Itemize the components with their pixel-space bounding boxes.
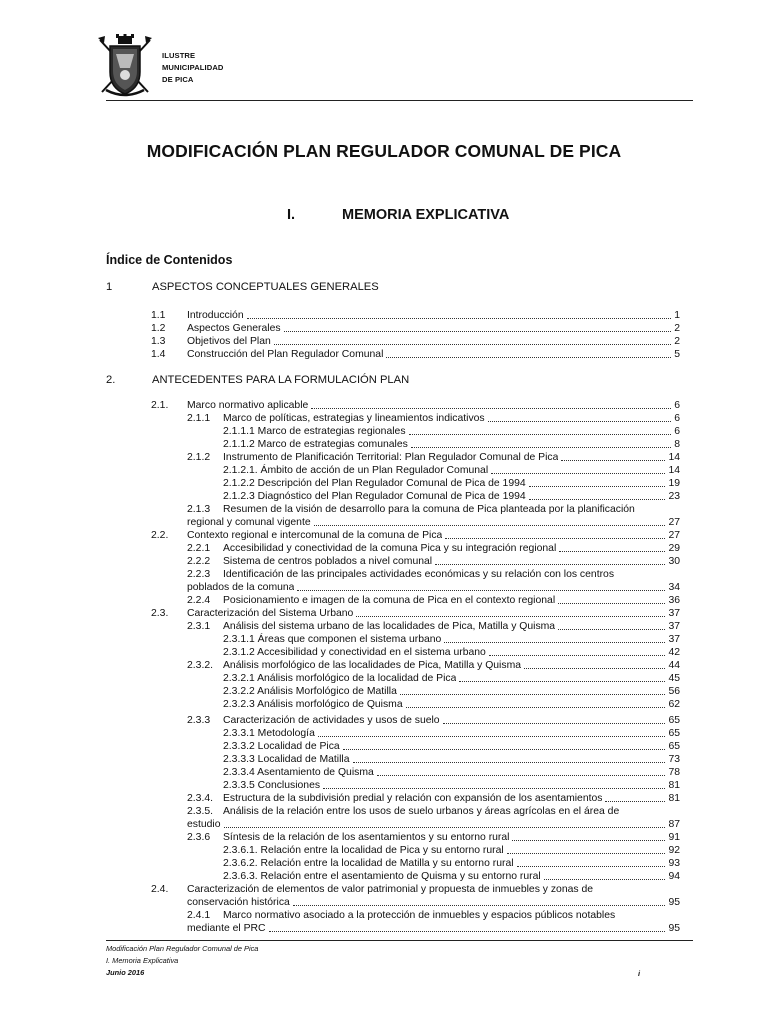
toc-entry[interactable] [223, 857, 680, 870]
toc-entry[interactable] [223, 753, 680, 766]
toc-entry-title: Caracterización del Sistema Urbano [187, 608, 354, 619]
toc-entry-title: estudio [187, 819, 221, 830]
toc-leader-dots [411, 447, 671, 448]
toc-leader-dots [318, 736, 666, 737]
toc-entry-page: 62 [668, 699, 680, 710]
toc-leader-dots [311, 408, 671, 409]
toc-entry[interactable] [187, 451, 680, 464]
toc-entry[interactable] [151, 529, 680, 542]
toc-leader-dots [558, 629, 665, 630]
toc-entry-number: 2.2.2 [187, 556, 211, 567]
toc-entry-page: 81 [668, 793, 680, 804]
toc-chapter[interactable] [106, 281, 379, 293]
municipality-line: ILUSTRE [162, 51, 196, 60]
municipal-crest-icon [96, 34, 154, 98]
toc-leader-dots [386, 357, 671, 358]
toc-leader-dots [435, 564, 665, 565]
toc-entry[interactable] [223, 425, 680, 438]
toc-entry-number: 1.2 [151, 323, 166, 334]
toc-leader-dots [561, 460, 665, 461]
toc-entry-page: 14 [668, 465, 680, 476]
toc-entry-title: 2.3.1.1 Áreas que componen el sistema urbano [223, 634, 442, 645]
toc-chapter-title: ASPECTOS CONCEPTUALES GENERALES [152, 281, 379, 293]
document-title: MODIFICACIÓN PLAN REGULADOR COMUNAL DE PICA [146, 141, 622, 161]
toc-entry-page: 5 [674, 349, 680, 360]
toc-entry-page: 73 [668, 754, 680, 765]
footer-section-name: I. Memoria Explicativa [106, 956, 179, 965]
footer-divider [106, 940, 693, 941]
toc-entry-page: 45 [668, 673, 680, 684]
toc-entry-page: 37 [668, 634, 680, 645]
toc-entry-title: 2.3.3.2 Localidad de Pica [223, 741, 340, 752]
toc-entry-title: 2.3.6.3. Relación entre el asentamiento de Quisma y su entorno rural [223, 871, 541, 882]
toc-entry-title: 2.3.1.2 Accesibilidad y conectividad en el sistema urbano [223, 647, 486, 658]
toc-leader-dots [544, 879, 666, 880]
toc-leader-dots [459, 681, 665, 682]
toc-entry[interactable] [151, 883, 680, 896]
toc-entry-title: Accesibilidad y conectividad de la comuna Pica y su integración regional [223, 543, 557, 554]
toc-leader-dots [559, 551, 665, 552]
toc-leader-dots [488, 421, 672, 422]
municipality-name [162, 50, 223, 86]
toc-leader-dots [444, 642, 665, 643]
toc-entry-title: conservación histórica [187, 897, 290, 908]
toc-entry-page: 56 [668, 686, 680, 697]
toc-entry-title: Introducción [187, 310, 244, 321]
toc-entry-title: 2.3.2.3 Análisis morfológico de Quisma [223, 699, 403, 710]
toc-entry-page: 19 [668, 478, 680, 489]
toc-entry-title: 2.3.3.4 Asentamiento de Quisma [223, 767, 374, 778]
toc-entry-page: 37 [668, 608, 680, 619]
toc-leader-dots [406, 707, 666, 708]
toc-entry-page: 34 [668, 582, 680, 593]
toc-entry[interactable] [223, 633, 680, 646]
toc-leader-dots [377, 775, 666, 776]
toc-entry-title: Identificación de las principales actividades económicas y su relación con los centros [223, 569, 615, 580]
toc-entry-title: Construcción del Plan Regulador Comunal [187, 349, 384, 360]
toc-entry-title: 2.1.1.1 Marco de estrategias regionales [223, 426, 406, 437]
toc-entry-page: 94 [668, 871, 680, 882]
toc-entry-number: 2.3.5. [187, 806, 213, 817]
toc-entry-page: 6 [674, 413, 680, 424]
toc-chapter-title: ANTECEDENTES PARA LA FORMULACIÓN PLAN [152, 374, 410, 386]
toc-entry[interactable] [223, 844, 680, 857]
toc-leader-dots [489, 655, 666, 656]
toc-entry-page: 2 [674, 323, 680, 334]
toc-entry-page: 30 [668, 556, 680, 567]
toc-leader-dots [314, 525, 666, 526]
toc-entry-number: 1.3 [151, 336, 166, 347]
toc-entry-title: 2.1.2.3 Diagnóstico del Plan Regulador Comunal de Pica de 1994 [223, 491, 526, 502]
toc-chapter-number: 1 [106, 281, 113, 293]
toc-leader-dots [297, 590, 665, 591]
toc-entry-number: 2.3.6 [187, 832, 211, 843]
toc-entry[interactable] [223, 646, 680, 659]
toc-entry-page: 42 [668, 647, 680, 658]
toc-entry-number: 2.4. [151, 884, 169, 895]
toc-entry[interactable] [151, 399, 680, 412]
toc-entry-page: 93 [668, 858, 680, 869]
toc-entry[interactable] [223, 698, 680, 711]
toc-entry-title: Resumen de la visión de desarrollo para la comuna de Pica planteada por la planificación [223, 504, 635, 515]
toc-leader-dots [293, 905, 666, 906]
toc-entry-title: Análisis de la relación entre los usos de suelo urbanos y áreas agrícolas en el área de [223, 806, 620, 817]
toc-entry-number: 2.4.1 [187, 910, 211, 921]
toc-entry-number: 2.3.1 [187, 621, 211, 632]
section-name: MEMORIA EXPLICATIVA [342, 207, 510, 223]
section-number: I. [287, 207, 296, 223]
toc-entry[interactable] [223, 672, 680, 685]
toc-entry-number: 2.1.3 [187, 504, 211, 515]
toc-leader-dots [529, 486, 666, 487]
toc-entry-page: 29 [668, 543, 680, 554]
municipality-line: DE PICA [162, 75, 194, 84]
toc-entry[interactable] [187, 555, 680, 568]
toc-entry[interactable] [187, 805, 680, 818]
toc-entry-title: Posicionamiento e imagen de la comuna de Pica en el contexto regional [223, 595, 556, 606]
toc-entry[interactable] [187, 922, 680, 935]
toc-entry-title: Objetivos del Plan [187, 336, 271, 347]
toc-entry-title: Marco normativo asociado a la protección de inmuebles y espacios públicos notables [223, 910, 616, 921]
toc-entry-number: 1.1 [151, 310, 166, 321]
toc-leader-dots [224, 827, 666, 828]
toc-entry-title: regional y comunal vigente [187, 517, 311, 528]
toc-leader-dots [445, 538, 665, 539]
toc-leader-dots [507, 853, 666, 854]
toc-entry-page: 81 [668, 780, 680, 791]
toc-entry-page: 65 [668, 741, 680, 752]
toc-entry-page: 65 [668, 728, 680, 739]
toc-entry-page: 2 [674, 336, 680, 347]
toc-entry-title: 2.3.3.3 Localidad de Matilla [223, 754, 350, 765]
toc-entry[interactable] [223, 766, 680, 779]
toc-leader-dots [356, 616, 665, 617]
toc-entry[interactable] [187, 620, 680, 633]
toc-entry-number: 2.2.4 [187, 595, 211, 606]
toc-entry-title: Análisis morfológico de las localidades de Pica, Matilla y Quisma [223, 660, 522, 671]
toc-leader-dots [343, 749, 666, 750]
toc-leader-dots [605, 801, 665, 802]
toc-entry[interactable] [223, 477, 680, 490]
toc-entry-page: 6 [674, 400, 680, 411]
toc-leader-dots [524, 668, 665, 669]
footer-document-name: Modificación Plan Regulador Comunal de Pica [106, 944, 259, 953]
toc-leader-dots [558, 603, 665, 604]
toc-entry-title: poblados de la comuna [187, 582, 295, 593]
toc-chapter[interactable] [106, 374, 409, 386]
header-divider [106, 100, 693, 101]
toc-entry-page: 23 [668, 491, 680, 502]
page-number: i [638, 969, 641, 978]
toc-entry-title: 2.3.6.1. Relación entre la localidad de Pica y su entorno rural [223, 845, 504, 856]
toc-leader-dots [409, 434, 672, 435]
toc-entry[interactable] [223, 727, 680, 740]
toc-entry[interactable] [223, 438, 680, 451]
toc-entry[interactable] [151, 335, 680, 348]
toc-entry[interactable] [223, 464, 680, 477]
toc-entry[interactable] [151, 322, 680, 335]
toc-entry-title: 2.1.2.1. Ámbito de acción de un Plan Regulador Comunal [223, 465, 489, 476]
toc-entry-number: 2.3.3 [187, 715, 211, 726]
toc-entry-title: Caracterización de actividades y usos de suelo [223, 715, 440, 726]
toc-entry-page: 87 [668, 819, 680, 830]
toc-entry-page: 95 [668, 897, 680, 908]
toc-entry[interactable] [223, 870, 680, 883]
toc-entry-title: 2.3.6.2. Relación entre la localidad de Matilla y su entorno rural [223, 858, 514, 869]
toc-leader-dots [443, 723, 666, 724]
toc-entry[interactable] [151, 607, 680, 620]
toc-entry[interactable] [223, 740, 680, 753]
toc-entry-page: 78 [668, 767, 680, 778]
toc-leader-dots [353, 762, 666, 763]
toc-leader-dots [512, 840, 665, 841]
toc-entry-title: Síntesis de la relación de los asentamientos y su entorno rural [223, 832, 510, 843]
toc-heading: Índice de Contenidos [106, 253, 233, 267]
toc-entry-page: 37 [668, 621, 680, 632]
toc-entry-number: 1.4 [151, 349, 166, 360]
toc-entry-page: 14 [668, 452, 680, 463]
toc-entry-title: Caracterización de elementos de valor patrimonial y propuesta de inmuebles y zonas de [187, 884, 594, 895]
toc-entry[interactable] [187, 896, 680, 909]
toc-entry[interactable] [223, 490, 680, 503]
toc-entry-page: 8 [674, 439, 680, 450]
toc-entry-page: 92 [668, 845, 680, 856]
toc-entry-page: 36 [668, 595, 680, 606]
toc-entry[interactable] [187, 594, 680, 607]
toc-entry-number: 2.1.2 [187, 452, 211, 463]
toc-entry[interactable] [223, 779, 680, 792]
toc-entry-title: Análisis del sistema urbano de las localidades de Pica, Matilla y Quisma [223, 621, 556, 632]
toc-entry-number: 2.3.4. [187, 793, 213, 804]
toc-entry-title: 2.1.2.2 Descripción del Plan Regulador Comunal de Pica de 1994 [223, 478, 526, 489]
toc-entry-page: 1 [674, 310, 680, 321]
toc-entry-number: 2.1. [151, 400, 169, 411]
toc-entry-title: 2.3.3.5 Conclusiones [223, 780, 321, 791]
toc-entry[interactable] [187, 581, 680, 594]
toc-entry-page: 44 [668, 660, 680, 671]
toc-entry-page: 27 [668, 517, 680, 528]
toc-leader-dots [517, 866, 666, 867]
toc-leader-dots [529, 499, 666, 500]
toc-entry-title: Marco de políticas, estrategias y lineamientos indicativos [223, 413, 485, 424]
toc-entry-title: Sistema de centros poblados a nivel comunal [223, 556, 433, 567]
toc-entry-number: 2.2.1 [187, 543, 211, 554]
toc-leader-dots [400, 694, 666, 695]
toc-entry-title: Estructura de la subdivisión predial y relación con expansión de los asentamientos [223, 793, 603, 804]
toc-entry-title: 2.1.1.2 Marco de estrategias comunales [223, 439, 408, 450]
toc-entry[interactable] [187, 909, 680, 922]
toc-entry-page: 91 [668, 832, 680, 843]
toc-entry-title: Marco normativo aplicable [187, 400, 309, 411]
toc-entry-page: 27 [668, 530, 680, 541]
toc-entry[interactable] [187, 792, 680, 805]
toc-entry-number: 2.3. [151, 608, 169, 619]
toc-entry[interactable] [187, 568, 680, 581]
toc-entry-title: 2.3.2.2 Análisis Morfológico de Matilla [223, 686, 397, 697]
toc-entry[interactable] [187, 714, 680, 727]
toc-entry-page: 95 [668, 923, 680, 934]
section-title [287, 207, 509, 223]
toc-entry-page: 6 [674, 426, 680, 437]
toc-entry-number: 2.3.2. [187, 660, 213, 671]
toc-entry-title: mediante el PRC [187, 923, 266, 934]
toc-entry[interactable] [187, 503, 680, 516]
toc-entry[interactable] [151, 348, 680, 361]
toc-entry-number: 2.2. [151, 530, 169, 541]
toc-entry[interactable] [223, 685, 680, 698]
toc-entry[interactable] [187, 542, 680, 555]
toc-entry[interactable] [151, 309, 680, 322]
toc-entry-title: 2.3.3.1 Metodología [223, 728, 315, 739]
toc-entry[interactable] [187, 516, 680, 529]
municipality-line: MUNICIPALIDAD [162, 63, 224, 72]
footer [106, 943, 258, 979]
toc-chapter-number: 2. [106, 374, 116, 386]
toc-entry-title: Contexto regional e intercomunal de la comuna de Pica [187, 530, 443, 541]
toc-leader-dots [491, 473, 665, 474]
toc-entry-title: Instrumento de Planificación Territorial: Plan Regulador Comunal de Pica [223, 452, 559, 463]
footer-date: Junio 2016 [106, 968, 145, 977]
toc-leader-dots [274, 344, 671, 345]
toc-entry[interactable] [187, 831, 680, 844]
toc-entry[interactable] [187, 659, 680, 672]
toc-entry-title: 2.3.2.1 Análisis morfológico de la localidad de Pica [223, 673, 457, 684]
toc-leader-dots [284, 331, 672, 332]
toc-entry-title: Aspectos Generales [187, 323, 281, 334]
toc-entry[interactable] [187, 412, 680, 425]
toc-entry-number: 2.1.1 [187, 413, 211, 424]
toc-leader-dots [247, 318, 672, 319]
toc-entry-number: 2.2.3 [187, 569, 211, 580]
toc-leader-dots [323, 788, 665, 789]
toc-entry-page: 65 [668, 715, 680, 726]
toc-entry[interactable] [187, 818, 680, 831]
toc-leader-dots [269, 931, 666, 932]
